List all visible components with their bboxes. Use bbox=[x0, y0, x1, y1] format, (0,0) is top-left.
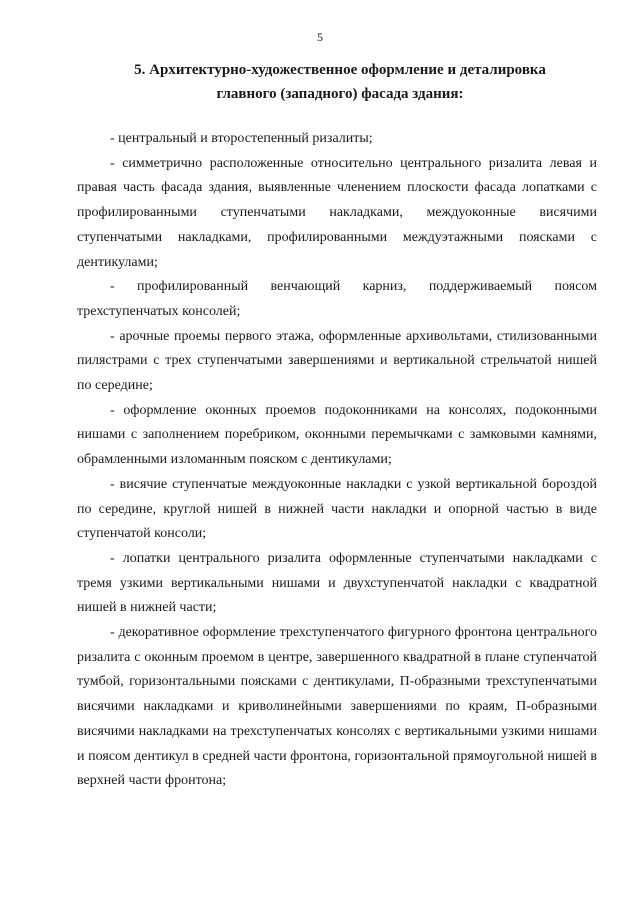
list-item: - арочные проемы первого этажа, оформленные архивольтами, стилизованными пилястрами с трех ступенчатыми завершениями и вертикальной стрельчатой нишей по середине; bbox=[77, 328, 597, 394]
list-item: - висячие ступенчатые междуоконные накладки с узкой вертикальной бороздой по середине, круглой нишей в нижней части накладки и опорной частью в виде ступенчатой консоли; bbox=[77, 476, 597, 542]
section-heading bbox=[60, 58, 620, 106]
list-item: - симметрично расположенные относительно центрального ризалита левая и правая часть фасада здания, выявленные членением плоскости фасада лопатками с профилированными ступенчатыми накладками, междуоконные висячими ступенчатыми накладками, профилированными междуэтажными поясками с дентикулами; bbox=[77, 155, 597, 270]
list-item: - декоративное оформление трехступенчатого фигурного фронтона центрального ризалита с оконным проемом в центре, завершенного квадратной в плане ступенчатой тумбой, горизонтальными поясками с дентикулами, П-образными трехступенчатыми висячими накладками и криволинейными завершениями по краям, П-образными висячими накладками на трехступенчатых консолях с вертикальными узкими нишами и поясом дентикул в средней части фронтона, горизонтальной прямоугольной нишей в верхней части фронтона; bbox=[77, 625, 597, 789]
page-number: 5 bbox=[317, 30, 323, 44]
section-heading-line-1: 5. Архитектурно-художественное оформление и деталировка bbox=[134, 62, 546, 78]
list-item: - профилированный венчающий карниз, поддерживаемый поясом трехступенчатых консолей; bbox=[77, 279, 597, 319]
list-item: - оформление оконных проемов подоконниками на консолях, подоконными нишами с заполнением поребриком, оконными перемычками с замковыми камнями, обрамленными изломанным пояском с дентикулами; bbox=[77, 402, 597, 468]
body-text bbox=[77, 127, 597, 794]
section-heading-line-2: главного (западного) фасада здания: bbox=[216, 86, 464, 102]
list-item: - лопатки центрального ризалита оформленные ступенчатыми накладками с тремя узкими вертикальными нишами и двухступенчатой накладки с квадратной нишей в нижней части; bbox=[77, 550, 597, 616]
list-item: - центральный и второстепенный ризалиты; bbox=[110, 131, 373, 146]
